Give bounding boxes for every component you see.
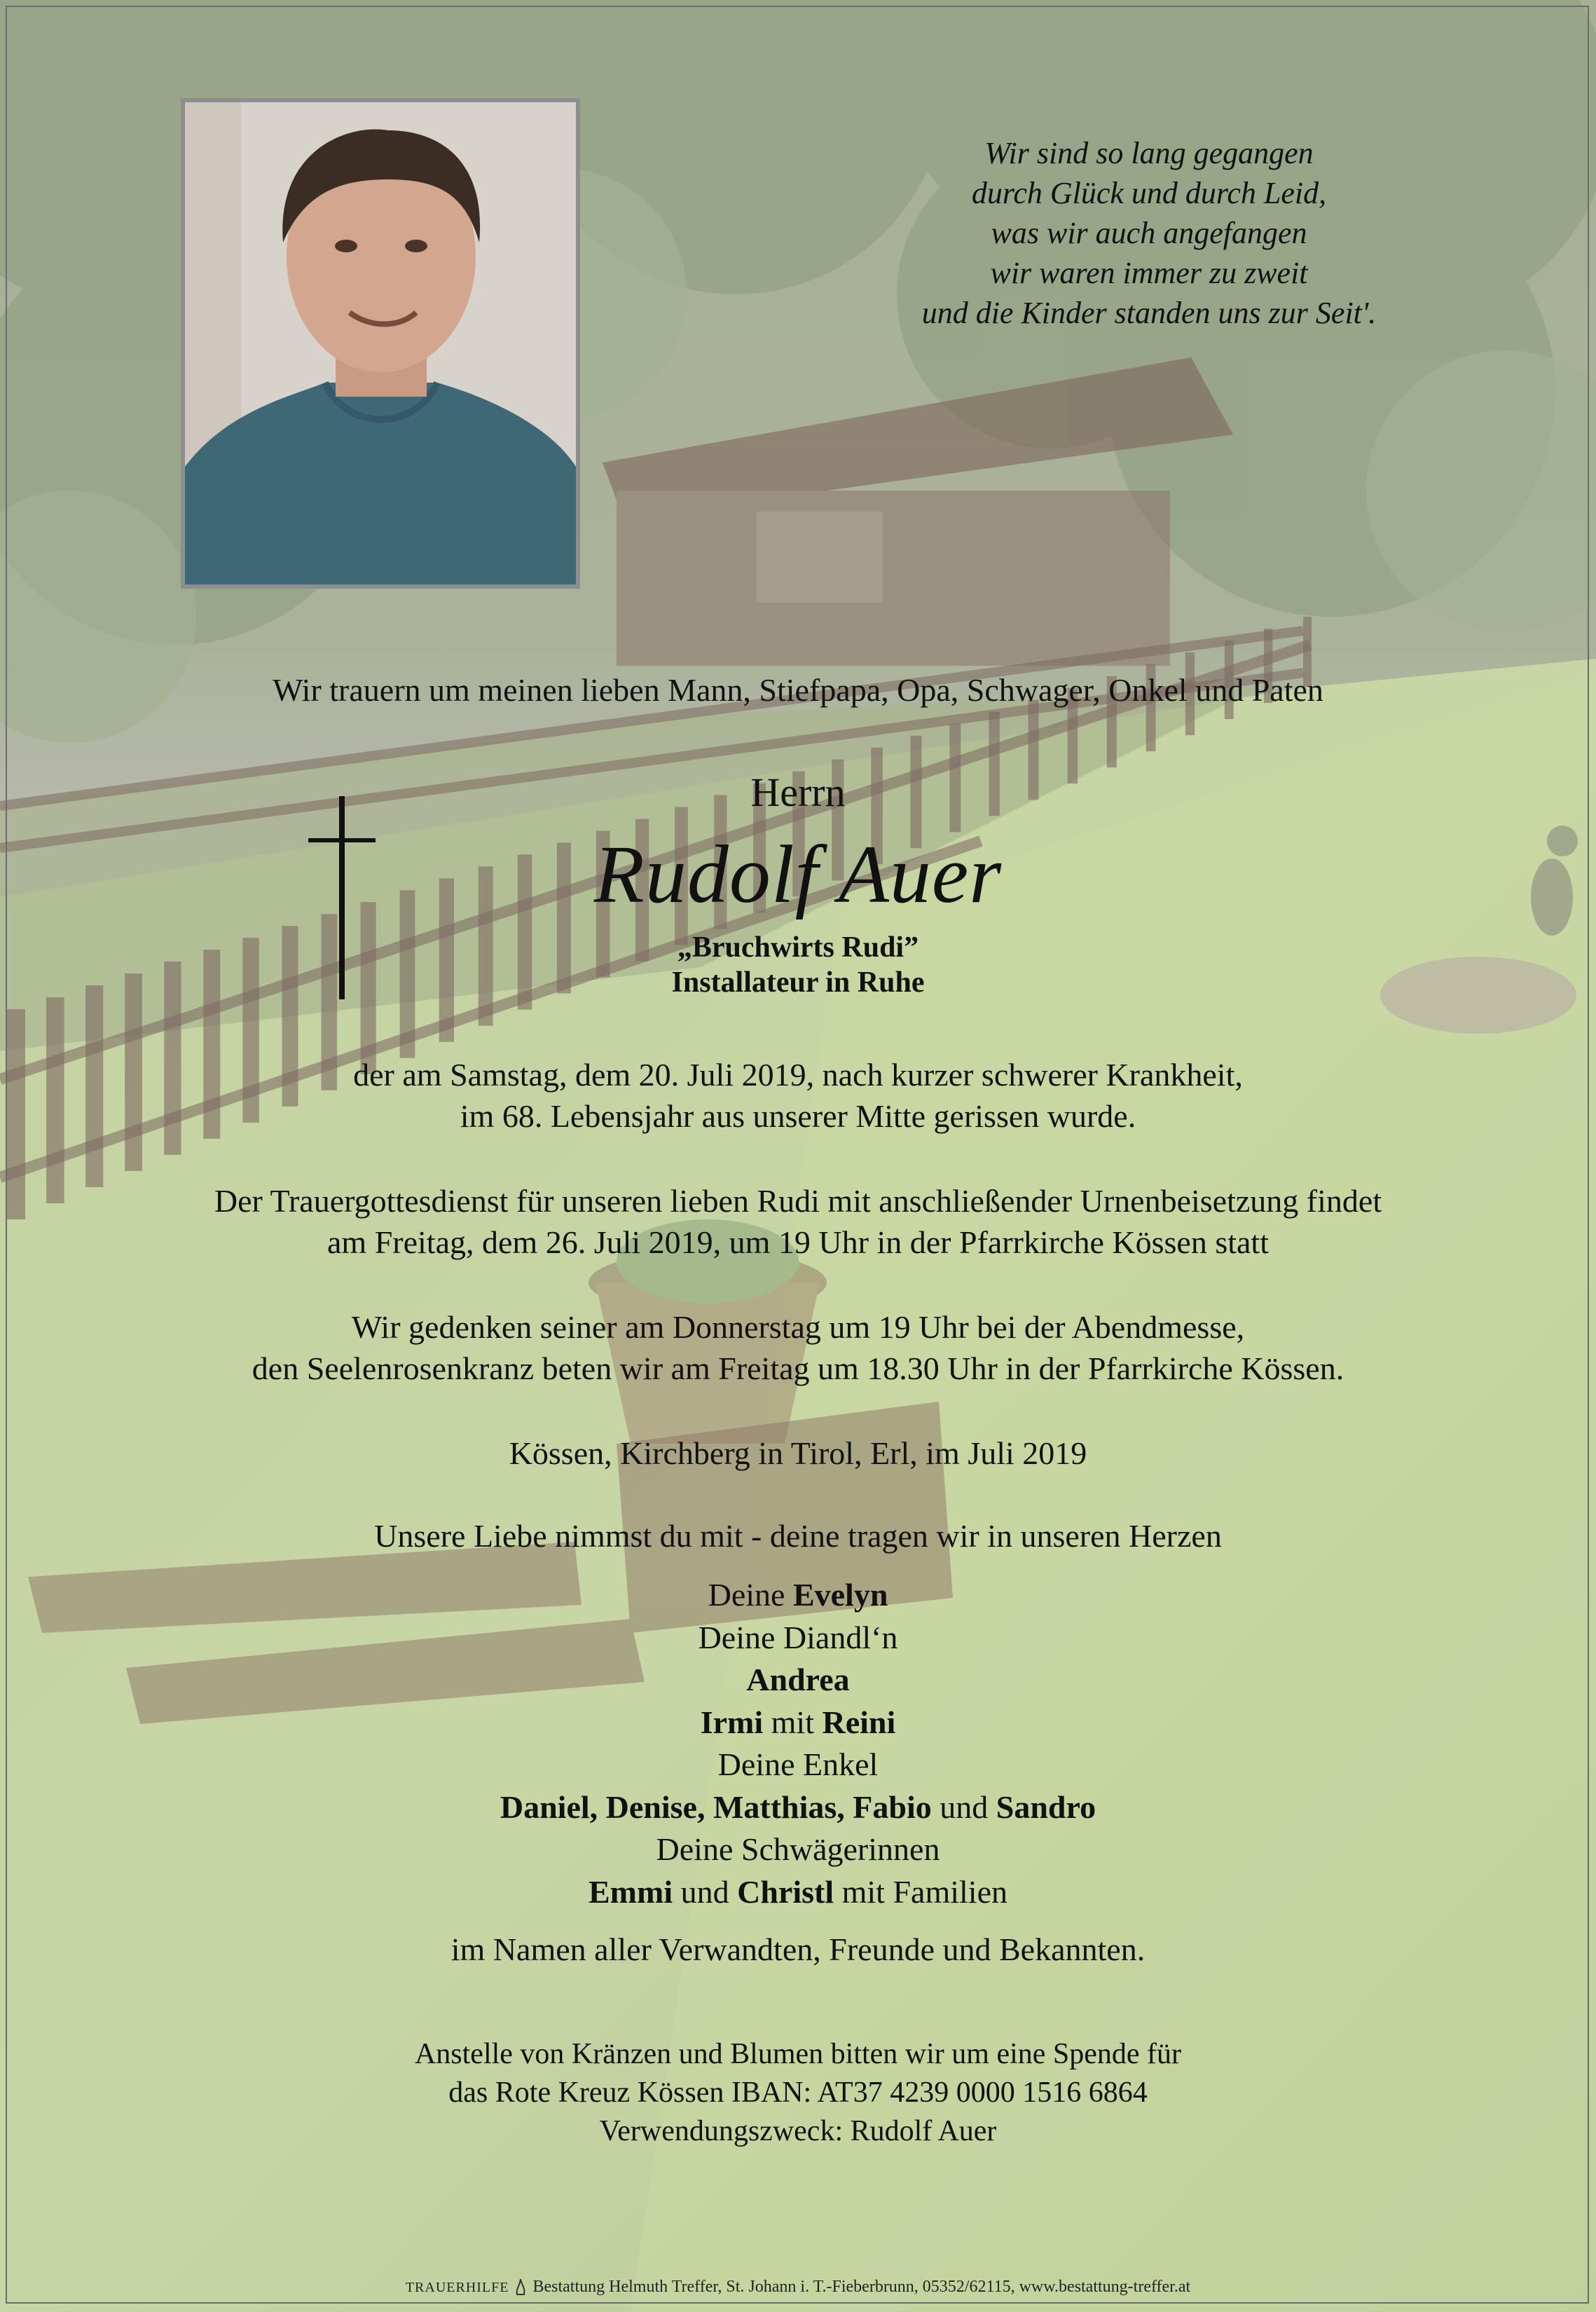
poem-line: durch Glück und durch Leid, [971, 176, 1327, 210]
nickname: „Bruchwirts Rudi” [677, 931, 919, 964]
connector-text: mit Familien [841, 1873, 1007, 1910]
place-date-line: Kössen, Kirchberg in Tirol, Erl, im Juli 2019 [509, 1435, 1087, 1471]
family-line-grandchildren-label: Deine Enkel [717, 1746, 879, 1782]
donation-line: das Rote Kreuz Kössen IBAN: AT37 4239 0000 1516 6864 [448, 2077, 1148, 2109]
wife-name: Evelyn [792, 1577, 888, 1613]
profession: Installateur in Ruhe [671, 966, 925, 999]
portrait-photo [181, 98, 580, 589]
relatives-text: im Namen aller Verwandten, Freunde und Bekannten. [450, 1931, 1146, 1967]
memorial-mass-line: Wir gedenken seiner am Donnerstag um 19 Uhr bei der Abendmesse, [351, 1309, 1245, 1345]
salutation: Herrn [750, 769, 846, 815]
funeral-service-line: Der Trauergottesdienst für unseren lieben Rudi mit anschließender Urnenbeisetzung findet [214, 1183, 1382, 1219]
family-line-daughter-2 [0, 1702, 1596, 1744]
mourning-intro: Wir trauern um meinen lieben Mann, Stiefpapa, Opa, Schwager, Onkel und Paten [273, 672, 1323, 708]
daughter-name: Irmi [700, 1704, 764, 1740]
poem-line: was wir auch angefangen [991, 216, 1307, 250]
death-notice-line: der am Samstag, dem 20. Juli 2019, nach kurzer schwerer Krankheit, [353, 1057, 1243, 1093]
motto-line: Unsere Liebe nimmst du mit - deine tragen wir in unseren Herzen [374, 1518, 1222, 1554]
poem [869, 133, 1429, 333]
family-line-sisters [0, 1871, 1596, 1914]
motto [0, 1515, 1596, 1557]
footer-text: Bestattung Helmuth Treffer, St. Johann i. T.-Fieberbrunn, 05352/62115, www.bestattung-treffer.at [532, 2278, 1191, 2296]
funeral-service-line: am Freitag, dem 26. Juli 2019, um 19 Uhr in der Pfarrkirche Kössen statt [327, 1224, 1269, 1260]
connector-text: und [940, 1788, 989, 1825]
family-line-wife [0, 1574, 1596, 1617]
sister-name: Christl [737, 1873, 834, 1910]
deceased-name: Rudolf Auer [593, 828, 1003, 920]
poem-line: und die Kinder standen uns zur Seit'. [921, 296, 1377, 330]
footer [0, 2278, 1596, 2297]
family-line-daughters-label: Deine Diandl‘n [698, 1619, 898, 1655]
family-mourners [0, 1574, 1596, 1913]
daughter-name: Andrea [746, 1662, 850, 1697]
funeral-service [0, 1180, 1596, 1263]
poem-line: Wir sind so lang gegangen [984, 136, 1314, 170]
poem-line: wir waren immer zu zweit [990, 256, 1308, 290]
memorial-mass-line: den Seelenrosenkranz beten wir am Freitag um 18.30 Uhr in der Pfarrkirche Kössen. [252, 1350, 1344, 1386]
wife-prefix: Deine [708, 1577, 785, 1613]
donation-line: Verwendungszweck: Rudolf Auer [599, 2115, 997, 2147]
family-line-sisters-label: Deine Schwägerinnen [656, 1831, 940, 1867]
connector-text: mit [771, 1704, 814, 1740]
relatives-line [0, 1929, 1596, 1970]
footer-brand: TRAUERHILFE [405, 2280, 509, 2295]
trauerhilfe-logo-icon [514, 2278, 527, 2296]
connector-text: und [680, 1873, 729, 1910]
family-line-grandchildren [0, 1786, 1596, 1829]
donation-request [0, 2035, 1596, 2151]
memorial-mass [0, 1306, 1596, 1389]
donation-line: Anstelle von Kränzen und Blumen bitten wir um eine Spende für [414, 2038, 1182, 2070]
family-line-daughter-1 [0, 1659, 1596, 1702]
partner-name: Reini [822, 1704, 896, 1740]
grandchildren-names: Daniel, Denise, Matthias, Fabio [500, 1788, 932, 1825]
death-notice [0, 1054, 1596, 1137]
death-notice-line: im 68. Lebensjahr aus unserer Mitte gerissen wurde. [460, 1098, 1136, 1134]
place-date [0, 1432, 1596, 1474]
grandchild-name: Sandro [996, 1788, 1096, 1825]
sister-name: Emmi [589, 1873, 673, 1910]
